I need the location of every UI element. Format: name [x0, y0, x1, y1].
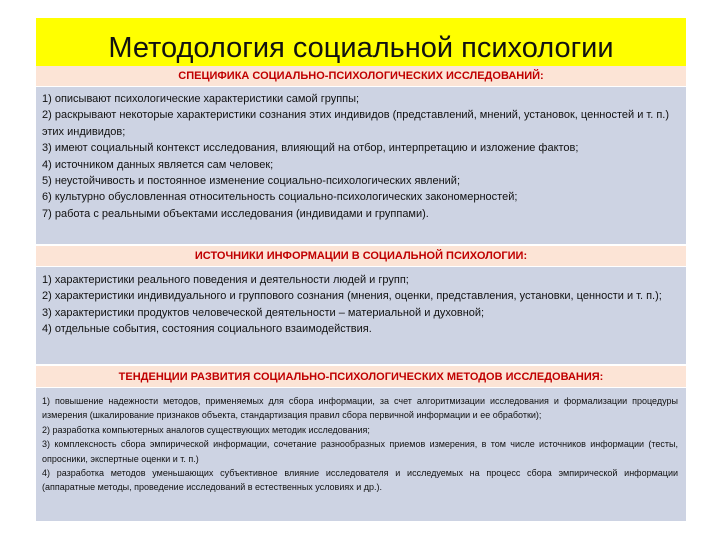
sources-list	[42, 272, 680, 338]
section-body-sources	[36, 267, 686, 366]
list-item: 3) имеют социальный контекст исследования, влияющий на отбор, интерпретацию и изложение фактов;	[42, 142, 579, 155]
list-item: 1) описывают психологические характеристики самой группы;	[42, 93, 360, 105]
list-item: 4) источником данных является сам человек;	[42, 158, 274, 171]
list-item: 1) повышение надежности методов, применяемых для сбора информации, за счет алгоритмизации исследования и формализации процедуры измерения (шкалирование признаков объекта, стандартизация правил сбора первичной информации и ее обработки);	[42, 396, 678, 421]
list-item: 5) неустойчивость и постоянное изменение социально-психологических явлений;	[42, 175, 460, 188]
section-body-specifics	[36, 87, 686, 246]
section-header-trends: ТЕНДЕНЦИИ РАЗВИТИЯ СОЦИАЛЬНО-ПСИХОЛОГИЧЕСКИХ МЕТОДОВ ИССЛЕДОВАНИЯ:	[36, 366, 686, 388]
trends-list	[42, 394, 678, 495]
specifics-list	[42, 91, 680, 222]
content-table	[36, 66, 686, 523]
list-item: 6) культурно обусловленная относительность социально-психологических закономерностей;	[42, 191, 518, 204]
title-band	[36, 18, 686, 66]
list-item: 1) характеристики реального поведения и деятельности людей и групп;	[42, 274, 409, 286]
list-item: 3) комплексность сбора эмпирической информации, сочетание разнообразных приемов измерения, в том числе источников информации (тесты, опросники, экспертные оценки и т. п.)	[42, 439, 678, 464]
section-body-trends	[36, 388, 686, 523]
slide-title: Методология социальной психологии	[108, 32, 614, 64]
section-header-sources: ИСТОЧНИКИ ИНФОРМАЦИИ В СОЦИАЛЬНОЙ ПСИХОЛОГИИ:	[36, 246, 686, 267]
section-header-specifics: СПЕЦИФИКА СОЦИАЛЬНО-ПСИХОЛОГИЧЕСКИХ ИССЛЕДОВАНИЙ:	[36, 66, 686, 87]
list-item: 2) характеристики индивидуального и группового сознания (мнения, оценки, представления, установки, ценности и т. п.);	[42, 290, 662, 303]
list-item: 2) раскрывают некоторые характеристики сознания этих индивидов (представлений, мнений, установок, ценностей и т. п.) этих индивидов;	[42, 109, 670, 138]
list-item: 4) разработка методов уменьшающих субъективное влияние исследователя и исследуемых на процесс сбора эмпирической информации (аппаратные методы, проведение исследований в естественных условиях и др.).	[42, 468, 678, 493]
list-item: 4) отдельные события, состояния социального взаимодействия.	[42, 323, 372, 336]
list-item: 3) характеристики продуктов человеческой деятельности – материальной и духовной;	[42, 306, 485, 319]
list-item: 7) работа с реальными объектами исследования (индивидами и группами).	[42, 207, 429, 220]
list-item: 2) разработка компьютерных аналогов существующих методик исследования;	[42, 424, 370, 435]
